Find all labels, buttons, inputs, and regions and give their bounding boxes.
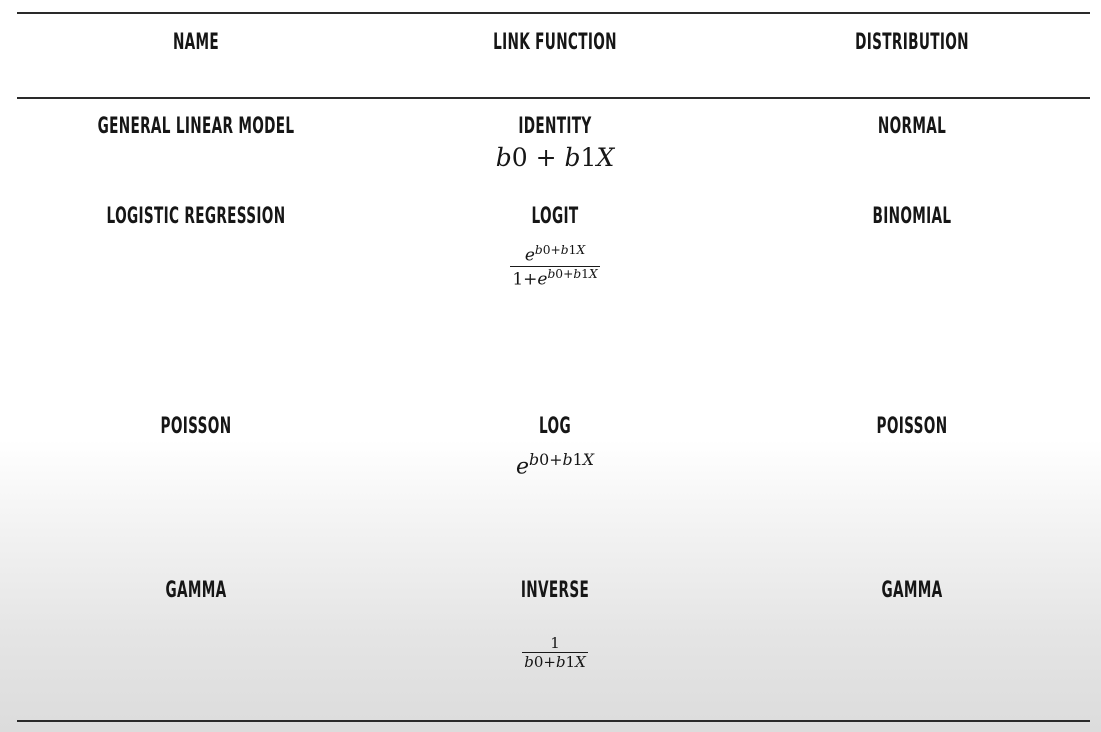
row-3-name: POISSON xyxy=(160,414,232,439)
row-4-name: GAMMA xyxy=(165,578,227,603)
row-2-distribution: BINOMIAL xyxy=(872,204,952,229)
header-name: NAME xyxy=(172,30,220,55)
row-1-distribution: NORMAL xyxy=(877,114,947,139)
row-3-formula: $e^{b0+b1X}$ xyxy=(515,450,594,480)
row-2-link: LOGIT xyxy=(531,204,579,229)
row-2-formula xyxy=(455,243,655,289)
row-2-name: LOGISTIC REGRESSION xyxy=(106,204,286,229)
row-1-formula: b0 + b1X xyxy=(495,143,615,172)
inverse-fraction: $\frac{1}{b0+b1X}$ xyxy=(524,634,586,671)
logit-fraction: $\frac{e^{b0+b1X}}{1+e^{b0+b1X}}$ xyxy=(512,243,598,290)
row-1-name: GENERAL LINEAR MODEL xyxy=(97,114,295,139)
table-top-rule xyxy=(17,12,1090,14)
header-distribution: DISTRIBUTION xyxy=(855,30,969,55)
row-4-distribution: GAMMA xyxy=(881,578,943,603)
row-3-link: LOG xyxy=(539,414,571,439)
row-3-distribution: POISSON xyxy=(876,414,948,439)
row-1-link: IDENTITY xyxy=(518,114,592,139)
row-4-link: INVERSE xyxy=(520,578,590,603)
header-link-function: LINK FUNCTION xyxy=(493,30,617,55)
header-separator-rule xyxy=(17,97,1090,99)
table-bottom-rule xyxy=(17,720,1090,722)
row-4-formula xyxy=(455,634,655,671)
